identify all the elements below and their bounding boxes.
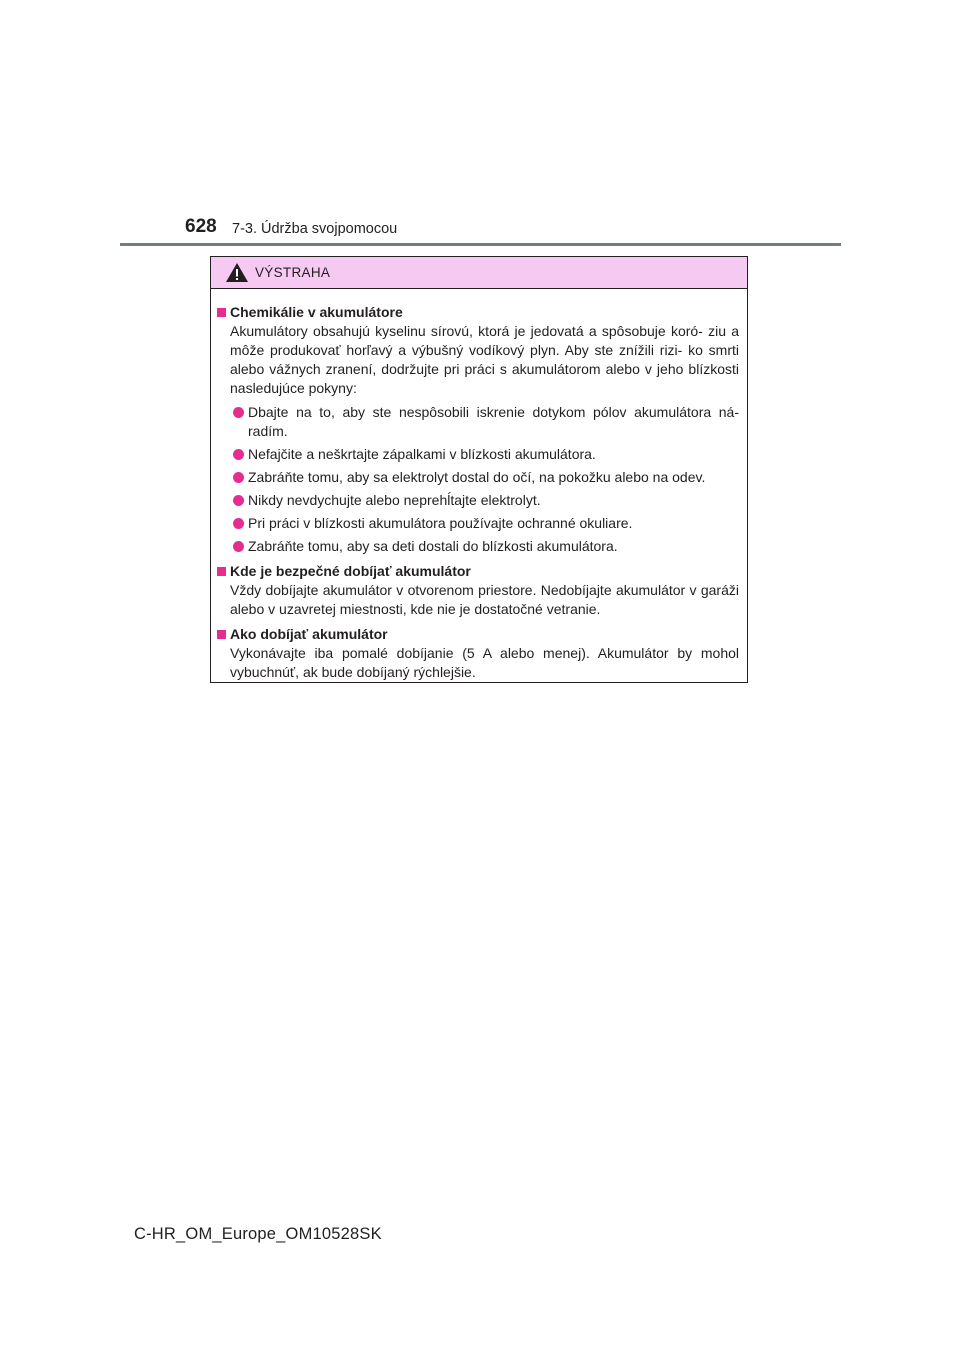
bullet-list	[217, 403, 739, 556]
dot-bullet-icon	[233, 449, 244, 460]
warning-triangle-icon	[225, 262, 249, 283]
header-rule	[120, 243, 841, 246]
list-item-text: Nikdy nevdychujte alebo neprehĺtajte elektrolyt.	[248, 492, 541, 508]
page-number: 628	[185, 216, 217, 237]
list-item	[217, 445, 739, 464]
dot-bullet-icon	[233, 541, 244, 552]
warning-section-safe-charging-place	[217, 561, 739, 619]
list-item	[217, 491, 739, 510]
section-heading	[217, 561, 739, 581]
dot-bullet-icon	[233, 472, 244, 483]
section-heading	[217, 302, 739, 322]
section-text: Vykonávajte iba pomalé dobíjanie (5 A alebo menej). Akumulátor by mohol vybuchnúť, ak bude dobíjaný rýchlejšie.	[230, 645, 739, 680]
section-title: 7-3. Údržba svojpomocou	[232, 221, 398, 237]
square-bullet-icon	[217, 567, 226, 576]
square-bullet-icon	[217, 630, 226, 639]
warning-title: VÝSTRAHA	[255, 265, 331, 280]
section-heading-text: Chemikálie v akumulátore	[230, 304, 403, 320]
warning-header	[211, 257, 747, 289]
section-text: Vždy dobíjajte akumulátor v otvorenom priestore. Nedobíjajte akumulátor v garáži alebo v uzavretej miestnosti, kde nie je dostatočné vetranie.	[230, 582, 739, 617]
warning-section-how-to-charge	[217, 624, 739, 682]
section-heading-text: Ako dobíjať akumulátor	[230, 626, 388, 642]
list-item-text: Nefajčite a neškrtajte zápalkami v blízkosti akumulátora.	[248, 446, 596, 462]
list-item-text: Pri práci v blízkosti akumulátora používajte ochranné okuliare.	[248, 515, 633, 531]
list-item	[217, 514, 739, 533]
section-text: Akumulátory obsahujú kyselinu sírovú, ktorá je jedovatá a spôsobuje koró- ziu a môže produkovať horľavý a výbušný vodíkový plyn. Aby ste znížili rizi- ko smrti alebo vážnych zranení, dodržujte pri práci s akumulátorom alebo v jeho blízkosti nasledujúce pokyny:	[230, 323, 739, 396]
footer-document-code: C-HR_OM_Europe_OM10528SK	[134, 1225, 382, 1243]
square-bullet-icon	[217, 308, 226, 317]
section-heading	[217, 624, 739, 644]
warning-body	[211, 289, 747, 682]
list-item	[217, 537, 739, 556]
list-item-text: Zabráňte tomu, aby sa deti dostali do blízkosti akumulátora.	[248, 538, 618, 554]
warning-box	[210, 256, 748, 683]
section-heading-text: Kde je bezpečné dobíjať akumulátor	[230, 563, 471, 579]
list-item	[217, 468, 739, 487]
dot-bullet-icon	[233, 495, 244, 506]
list-item-text: Dbajte na to, aby ste nespôsobili iskrenie dotykom pólov akumulátora ná- radím.	[248, 404, 739, 439]
warning-section-chemicals	[217, 302, 739, 556]
dot-bullet-icon	[233, 518, 244, 529]
list-item	[217, 403, 739, 441]
dot-bullet-icon	[233, 407, 244, 418]
list-item-text: Zabráňte tomu, aby sa elektrolyt dostal do očí, na pokožku alebo na odev.	[248, 469, 706, 485]
